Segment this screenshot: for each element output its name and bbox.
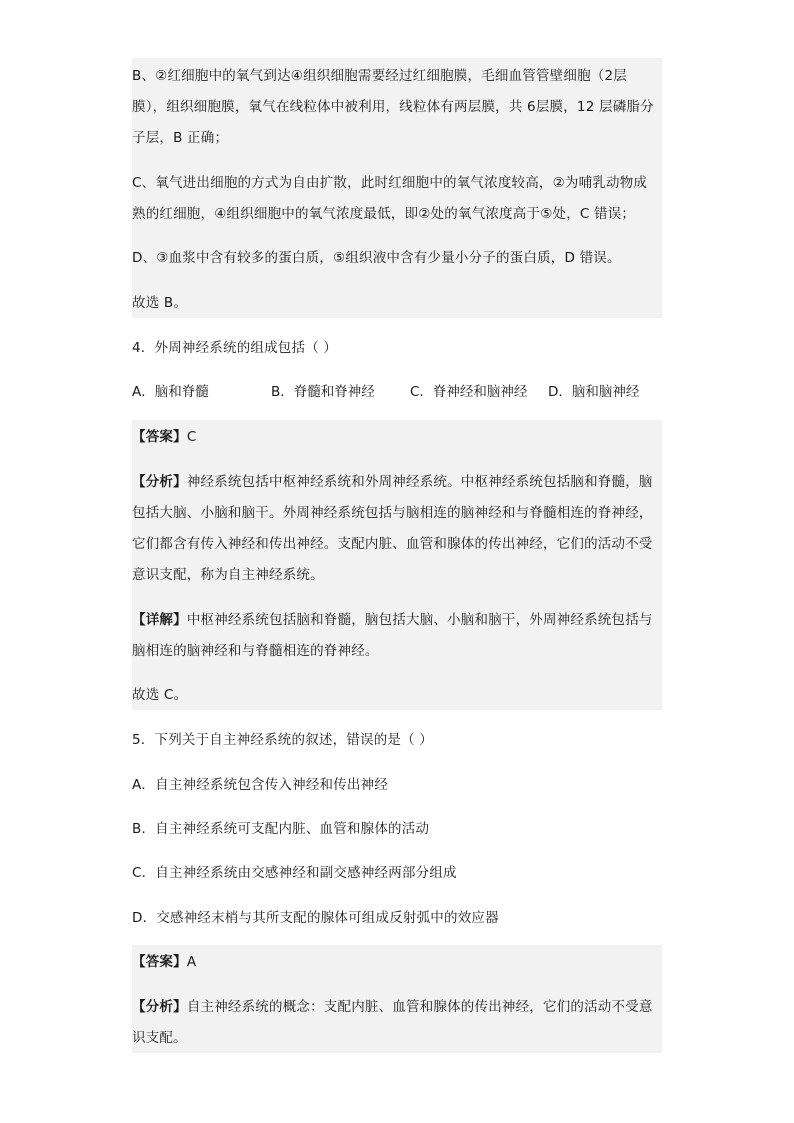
text-line: 熟的红细胞，④组织细胞中的氧气浓度最低，即②处的氧气浓度高于⑤处，C 错误； xyxy=(132,206,636,222)
text-line: C、氧气进出细胞的方式为自由扩散，此时红细胞中的氧气浓度较高，②为哺乳动物成 xyxy=(132,175,648,191)
q4-option-d: D．脑和脑神经 xyxy=(548,384,640,400)
detail-text: 中枢神经系统包括脑和脊髓，脑包括大脑、小脑和脑干，外周神经系统包括与 xyxy=(186,612,653,628)
q5-answer xyxy=(132,947,662,978)
q4-answer xyxy=(132,422,662,453)
analysis-text: 神经系统包括中枢神经系统和外周神经系统。中枢神经系统包括脑和脊髓，脑 xyxy=(186,474,653,490)
answer-tag: 【答案】 xyxy=(132,429,187,445)
option-text: A．自主神经系统包含传入神经和传出神经 xyxy=(132,777,389,793)
text-line: 意识支配，称为自主神经系统。 xyxy=(132,567,324,583)
text-line: 膜），组织细胞膜，氧气在线粒体中被利用，线粒体有两层膜，共 6层膜，12 层磷脂分 xyxy=(132,99,654,115)
q4-option-b: B．脊髓和脊神经 xyxy=(271,384,375,400)
text-line: 故选 B。 xyxy=(132,295,188,311)
question-text: 4．外周神经系统的组成包括（ ） xyxy=(132,340,338,356)
q4-option-a: A．脑和脊髓 xyxy=(132,384,209,400)
q4-analysis xyxy=(132,467,662,591)
q5-option-d xyxy=(132,903,662,934)
question-text: 5．下列关于自主神经系统的叙述，错误的是（ ） xyxy=(132,732,433,748)
q4-options xyxy=(132,377,662,408)
option-text: D．交感神经末梢与其所支配的腺体可组成反射弧中的效应器 xyxy=(132,910,499,926)
q5-option-b xyxy=(132,814,662,845)
q4-option-c: C．脊神经和脑神经 xyxy=(410,384,528,400)
q5-stem xyxy=(132,725,662,756)
answer-value: C xyxy=(186,429,197,445)
q5-option-c xyxy=(132,858,662,889)
text-line: 子层，B 正确； xyxy=(132,130,229,146)
answer-line xyxy=(132,947,662,978)
q4-stem xyxy=(132,333,662,364)
text-line: 包括大脑、小脑和脑干。外周神经系统包括与脑相连的脑神经和与脊髓相连的脊神经， xyxy=(132,505,653,521)
analysis-tag: 【分析】 xyxy=(132,474,187,490)
q3-option-d-explanation xyxy=(132,243,662,274)
text-line: 脑相连的脑神经和与脊髓相连的脊神经。 xyxy=(132,643,379,659)
q4-conclusion xyxy=(132,680,662,711)
text-line xyxy=(132,605,662,636)
text-line: 故选 C。 xyxy=(132,687,188,703)
text-line xyxy=(132,992,662,1023)
answer-tag: 【答案】 xyxy=(132,954,187,970)
answer-line xyxy=(132,422,662,453)
analysis-tag: 【分析】 xyxy=(132,999,187,1015)
q5-analysis xyxy=(132,992,662,1054)
q3-option-c-explanation xyxy=(132,168,662,230)
text-line: 它们都含有传入神经和传出神经。支配内脏、血管和腺体的传出神经，它们的活动不受 xyxy=(132,536,653,552)
analysis-text: 自主神经系统的概念：支配内脏、血管和腺体的传出神经，它们的活动不受意 xyxy=(186,999,653,1015)
q4-detail xyxy=(132,605,662,667)
option-text: C．自主神经系统由交感神经和副交感神经两部分组成 xyxy=(132,865,457,881)
text-line: 识支配。 xyxy=(132,1030,187,1046)
q5-option-a xyxy=(132,770,662,801)
text-line: D、③血浆中含有较多的蛋白质，⑤组织液中含有少量小分子的蛋白质，D 错误。 xyxy=(132,250,621,266)
text-line: B、②红细胞中的氧气到达④组织细胞需要经过红细胞膜，毛细血管管壁细胞（2层 xyxy=(132,68,627,84)
detail-tag: 【详解】 xyxy=(132,612,187,628)
option-text: B．自主神经系统可支配内脏、血管和腺体的活动 xyxy=(132,821,430,837)
q3-option-b-explanation xyxy=(132,61,662,154)
q3-conclusion xyxy=(132,288,662,319)
text-line xyxy=(132,467,662,498)
answer-value: A xyxy=(186,954,197,970)
